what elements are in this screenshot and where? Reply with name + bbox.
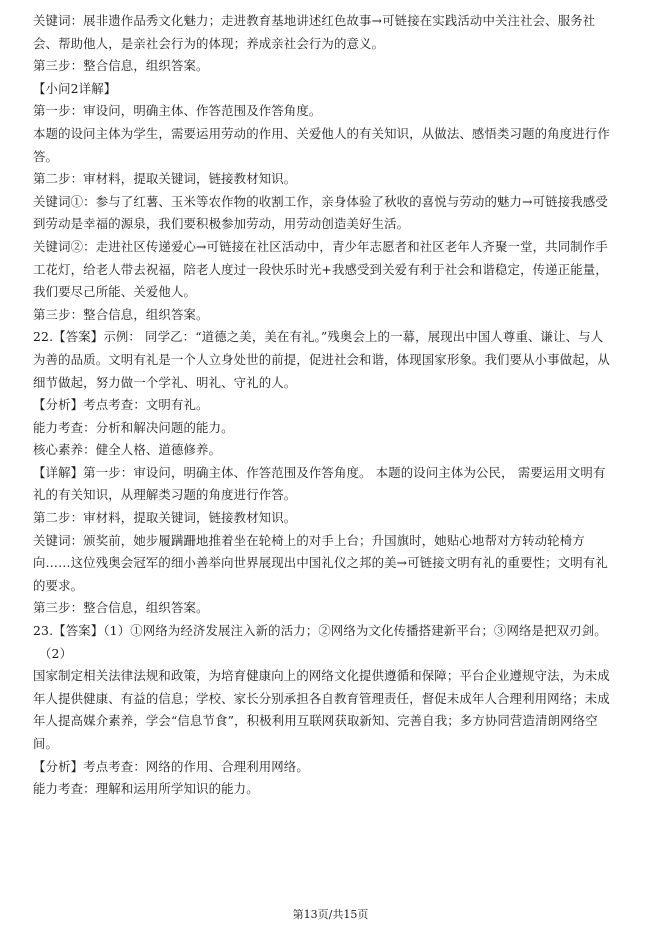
text-line: 能力考查：理解和运用所学知识的能力。 xyxy=(33,781,259,797)
text-line: 【分析】考点考查：网络的作用、合理利用网络。 xyxy=(33,758,309,774)
text-line: 能力考查：分析和解决问题的能力。 xyxy=(33,419,234,435)
text-line: 年人提高媒介素养，学会“信息节食”，积极利用互联网获取新知、完善自我；多方协同营造清朗网络空 xyxy=(33,713,598,729)
text-line: 第三步：整合信息，组织答案。 xyxy=(33,306,209,322)
text-line: 礼的有关知识，从理解类习题的角度进行作答。 xyxy=(33,487,297,503)
text-line: 细节做起，努力做一个学礼、明礼、守礼的人。 xyxy=(33,374,297,390)
text-line: 第二步：审材料，提取关键词，链接教材知识。 xyxy=(33,171,297,187)
answer-23-line: 23.【答案】（1）①网络为经济发展注入新的活力；②网络为文化传播搭建新平台；③网络是把双刃剑。 xyxy=(33,623,607,639)
text-line: （2） xyxy=(39,645,73,661)
text-line: 关键词：展非遗作品秀文化魅力；走进教育基地讲述红色故事→可链接在实践活动中关注社会、服务社 xyxy=(33,13,596,28)
text-line: 工花灯，给老人带去祝福，陪老人度过一段快乐时光+我感受到关爱有利于社会和谐稳定，传递正能量， xyxy=(33,261,608,277)
text-line: 的要求。 xyxy=(33,577,84,593)
text-line: 关键词①：参与了红薯、玉米等农作物的收割工作，亲身体验了秋收的喜悦与劳动的魅力→可链接我感受 xyxy=(33,193,608,209)
text-line: 我们要尽己所能、关爱他人。 xyxy=(33,284,197,300)
text-line: 为善的品质。文明有礼是一个人立身处世的前提，促进社会和谐，体现国家形象。我们要从小事做起，从 xyxy=(33,351,610,367)
text-line: 【分析】考点考查：文明有礼。 xyxy=(33,397,209,413)
text-line: 【详解】第一步：审设问，明确主体、作答范围及作答角度。 本题的设问主体为公民， 需要运用文明有 xyxy=(33,464,606,480)
text-line: 到劳动是幸福的源泉，我们要积极参加劳动，用劳动创造美好生活。 xyxy=(33,216,410,232)
text-line: 关键词：颁奖前，她步履蹒跚地推着坐在轮椅上的对手上台；升国旗时，她贴心地帮对方转动轮椅方 xyxy=(33,532,585,548)
text-line: 年人提供健康、有益的信息；学校、家长分别承担各自教育管理责任，督促未成年人合理利用网络；未成 xyxy=(33,690,610,706)
text-line: 答。 xyxy=(33,148,59,164)
text-line: 核心素养：健全人格、道德修养。 xyxy=(33,442,222,458)
page-number-footer: 第13页/共15页 xyxy=(292,908,369,921)
text-line: 间。 xyxy=(33,736,59,751)
text-line: 关键词②：走进社区传递爱心→可链接在社区活动中，青少年志愿者和社区老年人齐聚一堂，共同制作手 xyxy=(33,238,608,254)
text-line: 第三步：整合信息，组织答案。 xyxy=(33,600,209,616)
section-heading: 【小问2详解】 xyxy=(33,80,117,96)
text-line: 会、帮助他人，是亲社会行为的体现；养成亲社会行为的意义。 xyxy=(33,35,385,51)
text-line: 第一步：审设问，明确主体、作答范围及作答角度。 xyxy=(33,103,322,119)
text-line: 国家制定相关法律法规和政策，为培育健康向上的网络文化提供遵循和保障；平台企业遵规守法，为未成 xyxy=(33,668,610,684)
text-line: 向……这位残奥会冠军的细小善举向世界展现出中国礼仪之邦的美→可链接文明有礼的重要性；文明有礼 xyxy=(33,555,608,571)
text-line: 第三步：整合信息，组织答案。 xyxy=(33,58,209,74)
answer-22-line: 22.【答案】示例： 同学乙：“道德之美，美在有礼。”残奥会上的一幕，展现出中国人尊重、谦让、与人 xyxy=(33,329,604,345)
text-line: 本题的设问主体为学生，需要运用劳动的作用、关爱他人的有关知识，从做法、感悟类习题的角度进行作 xyxy=(33,125,610,141)
document-body xyxy=(33,10,628,801)
text-line: 第二步：审材料，提取关键词，链接教材知识。 xyxy=(33,510,297,526)
